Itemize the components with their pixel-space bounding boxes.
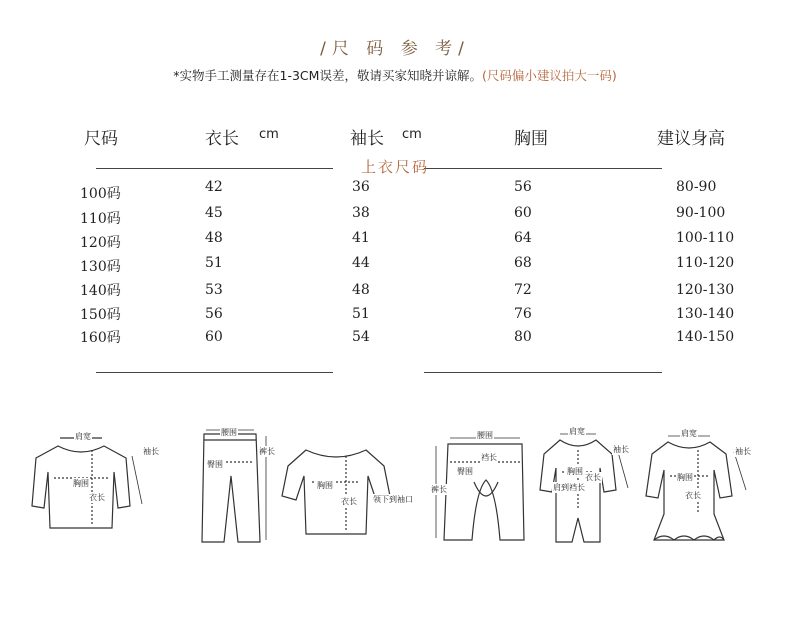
header-chest: 胸围: [514, 129, 548, 149]
cell-length: 51: [205, 255, 223, 271]
cell-height: 140-150: [676, 329, 735, 345]
cell-height: 120-130: [676, 282, 735, 298]
shirt-sleeve-label: 袖长: [143, 447, 159, 456]
cell-length: 60: [205, 329, 223, 345]
cell-chest: 68: [514, 255, 532, 271]
garment-diagrams: [0, 410, 790, 560]
header-sleeve-unit: cm: [402, 127, 422, 142]
cell-sleeve: 48: [352, 282, 370, 298]
header-size: 尺码: [84, 129, 118, 149]
header-height: 建议身高: [657, 129, 725, 149]
table-bottom-line-right: [424, 372, 662, 373]
cell-length: 42: [205, 179, 223, 195]
cell-size: 120码: [80, 235, 121, 251]
cell-size: 160码: [80, 330, 121, 346]
cell-height: 80-90: [676, 179, 717, 195]
cell-sleeve: 36: [352, 179, 370, 195]
cell-size: 100码: [80, 186, 121, 202]
dress-diagram: [646, 436, 746, 540]
cell-chest: 80: [514, 329, 532, 345]
cell-height: 100-110: [676, 230, 735, 246]
shirt-length-label: 衣长: [89, 493, 105, 502]
romper-back-label: 肩到裆长: [553, 483, 585, 492]
measurement-note: [0, 66, 790, 84]
raglan-chest-label: 胸围: [317, 481, 333, 490]
pants-hip-label: 臀围: [207, 460, 223, 469]
shirt-shoulder-label: 肩宽: [75, 432, 91, 441]
raglan-sleeve-label: 领下到袖口: [373, 495, 413, 504]
page-title: /尺 码 参 考/: [320, 39, 470, 59]
cell-chest: 76: [514, 306, 532, 322]
raglan-shirt-diagram: [282, 450, 390, 534]
baby-pants-rise-label: 裆长: [481, 453, 497, 462]
baby-pants-waist-label: 腰围: [477, 431, 493, 440]
section-label: 上衣尺码: [360, 158, 429, 176]
header-length-unit: cm: [259, 127, 279, 142]
baby-pants-hip-label: 臀围: [457, 467, 473, 476]
cell-chest: 64: [514, 230, 532, 246]
note-text: *实物手工测量存在1-3CM误差，敬请买家知晓并谅解。: [173, 68, 482, 83]
cell-length: 53: [205, 282, 223, 298]
cell-sleeve: 54: [352, 329, 370, 345]
cell-chest: 60: [514, 205, 532, 221]
dress-length-label: 衣长: [685, 491, 701, 500]
cell-chest: 56: [514, 179, 532, 195]
baby-pants-length-label: 裤长: [431, 485, 447, 494]
cell-height: 130-140: [676, 306, 735, 322]
shirt-chest-label: 胸围: [73, 479, 89, 488]
cell-sleeve: 38: [352, 205, 370, 221]
note-highlight: (尺码偏小建议拍大一码): [481, 68, 617, 83]
cell-sleeve: 44: [352, 255, 370, 271]
cell-height: 90-100: [676, 205, 726, 221]
cell-size: 140码: [80, 283, 121, 299]
cell-sleeve: 51: [352, 306, 370, 322]
cell-chest: 72: [514, 282, 532, 298]
cell-size: 130码: [80, 259, 121, 275]
dress-sleeve-label: 袖长: [735, 447, 751, 456]
romper-shoulder-label: 肩宽: [569, 427, 585, 436]
romper-length-label: 衣长: [585, 473, 601, 482]
header-length: 衣长: [205, 129, 239, 149]
cell-height: 110-120: [676, 255, 735, 271]
table-bottom-line-left: [96, 372, 333, 373]
pants-waist-label: 腰围: [221, 428, 237, 437]
cell-length: 56: [205, 306, 223, 322]
pants-diagram: [202, 430, 266, 542]
header-sleeve: 袖长: [350, 129, 384, 149]
dress-shoulder-label: 肩宽: [681, 429, 697, 438]
cell-size: 110码: [80, 211, 121, 227]
dress-chest-label: 胸围: [677, 473, 693, 482]
cell-length: 45: [205, 205, 223, 221]
cell-length: 48: [205, 230, 223, 246]
romper-sleeve-label: 袖长: [613, 445, 629, 454]
romper-chest-label: 胸围: [567, 467, 583, 476]
pants-length-label: 裤长: [259, 447, 275, 456]
raglan-length-label: 衣长: [341, 497, 357, 506]
cell-sleeve: 41: [352, 230, 370, 246]
cell-size: 150码: [80, 307, 121, 323]
